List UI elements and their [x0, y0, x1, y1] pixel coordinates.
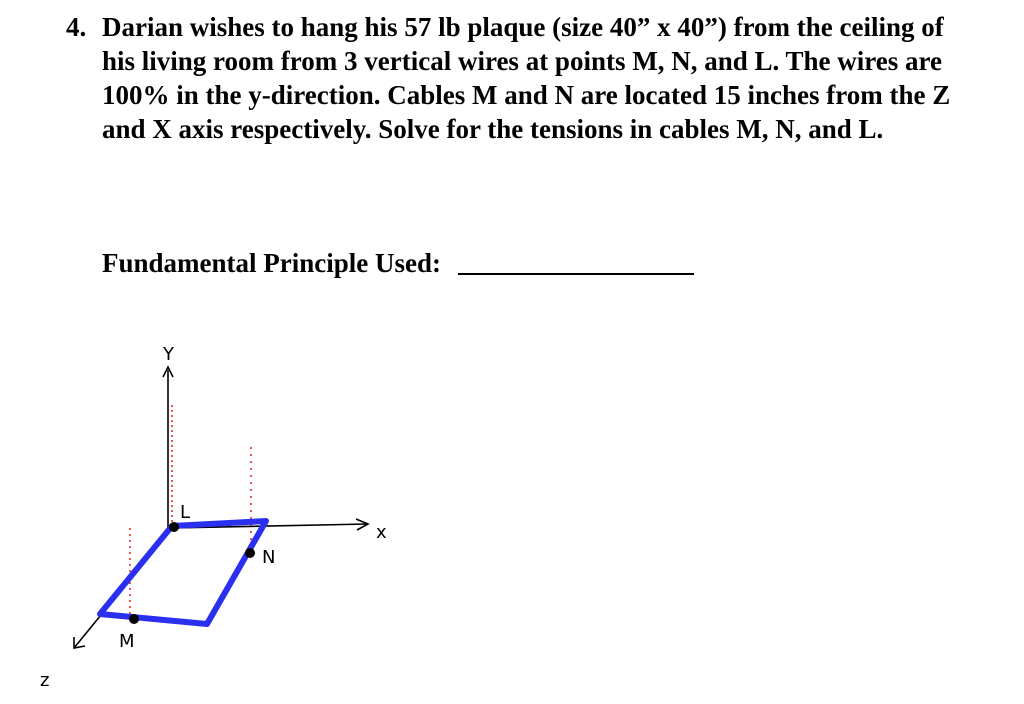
point-M: [129, 614, 139, 624]
point-M-label: M: [119, 631, 135, 652]
point-L-label: L: [180, 502, 191, 523]
plaque-outline: [100, 521, 266, 624]
problem-number: 4.: [66, 12, 87, 42]
axis-x-label: x: [376, 522, 387, 543]
principle-label: Fundamental Principle Used:: [102, 248, 442, 278]
point-N-label: N: [262, 547, 276, 568]
axis-z-label: z: [40, 670, 50, 691]
point-L: [169, 522, 179, 532]
axis-y-label: Y: [163, 344, 174, 365]
wires: [130, 405, 251, 618]
problem-text: Darian wishes to hang his 57 lb plaque (size 40” x 40”) from the ceiling of his living room from 3 vertical wires at points M, N, and L. The wires are 100% in the y-direction. Cables M and N are located 15 inches from the Z and X axis respectively. Solve for the tensions in cables M, N, and L.: [102, 12, 951, 144]
point-N: [245, 548, 255, 558]
